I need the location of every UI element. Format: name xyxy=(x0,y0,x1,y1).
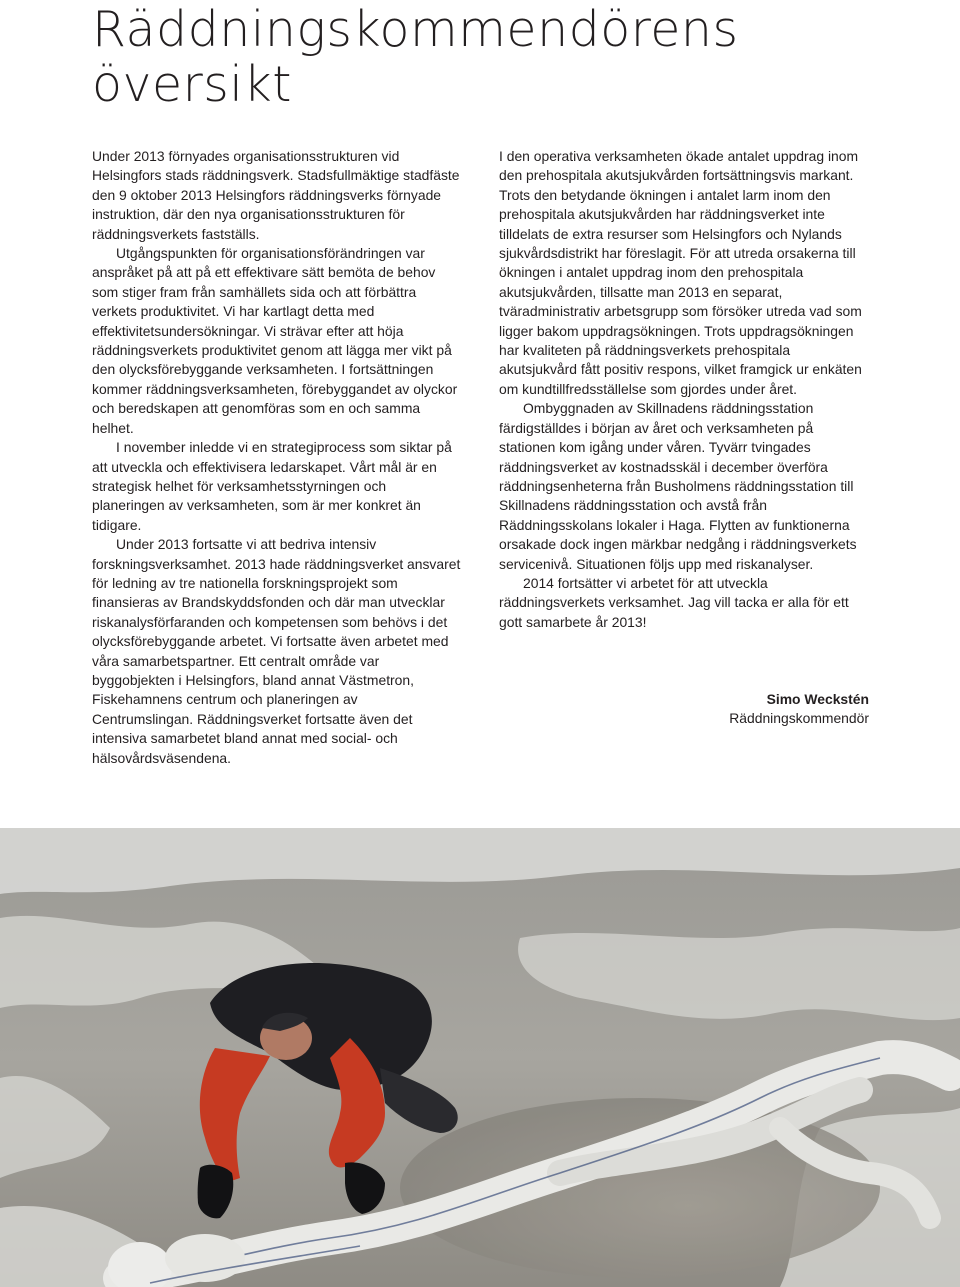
page-title xyxy=(92,2,952,112)
photo-illustration xyxy=(0,828,960,1287)
paragraph: Utgångspunkten för organisationsförändringen var anspråket på att på ett effektivare sätt bemöta de behov som stiger fram från samhällets sida och att förbättra verkets produktivitet. Vi har kartlagt detta med effektivitetsundersökningar. Vi strävar efter att höja räddningsverkets produktivitet genom att lägga mer vikt på den olycksförebyggande verksamheten. I fortsättningen kommer räddningsverksamheten, förebyggandet av olyckor och beredskapen att genomföras som en och samma helhet. xyxy=(92,245,458,436)
left-column xyxy=(92,147,462,768)
photo-oil-boom-rescue xyxy=(0,828,960,1287)
signature-block xyxy=(620,690,869,729)
title-line-1: Räddningskommendörens xyxy=(92,1,739,58)
paragraph: Ombyggnaden av Skillnadens räddningsstation färdigställdes i början av året och verksamheten på stationen kom igång under våren. Tyvärr tvingades räddningsverket av kostnadsskäl i december överföra räddningsenheterna från Busholmens räddningsstation till Skillnadens räddningsstation och avstå från Räddningsskolans lokaler i Haga. Flytten av funktionerna orsakade dock ingen märkbar nedgång i räddningsverkets servicenivå. Situationen följs upp med riskanalyser. xyxy=(499,400,857,572)
paragraph: Under 2013 förnyades organisationsstrukturen vid Helsingfors stads räddningsverk. Stadsfullmäktige stadfäste den 9 oktober 2013 Helsingfors räddningsverks förnyade instruktion, där den nya organisationsstrukturen för räddningsverkets fastställs. xyxy=(92,148,460,242)
paragraph: 2014 fortsätter vi arbetet för att utveckla räddningsverkets verksamhet. Jag vill tacka er alla för ett gott samarbete år 2013! xyxy=(499,574,849,630)
signature-role: Räddningskommendör xyxy=(729,710,869,727)
paragraph: I den operativa verksamheten ökade antalet uppdrag inom den prehospitala akutsjukvården fortsättningsvis markant. Trots den betydande ökningen i antalet larm inom den prehospitala akutsjukvården har räddningsverket inte tilldelats de extra resurser som Helsingfors och Nylands sjukvårdsdistrikt har föreslagit. För att utreda orsakerna till ökningen i antalet uppdrag inom den prehospitala akutsjukvården, tillsatte man 2013 en separat, tväradministrativ arbetsgrupp som försöker utreda vad som ligger bakom uppdragsökningen. Trots uppdragsökningen har kvaliteten på räddningsverkets prehospitala akutsjukvård fått positiv respons, vilket framgick ur enkäten om kundtillfredsställelse som gjordes under året. xyxy=(499,148,862,397)
paragraph: Under 2013 fortsatte vi att bedriva intensiv forskningsverksamhet. 2013 hade räddningsverket ansvaret för ledning av tre nationella forskningsprojekt som finansieras av Brandskyddsfonden och där man utvecklar riskanalysförfaranden och kompetensen som behövs i det olycksförebyggande arbetet. Vi fortsatte även arbetet med våra samarbetspartner. Ett centralt område var byggobjekten i Helsingfors, bland annat Västmetron, Fiskehamnens centrum och planeringen av Centrumslingan. Räddningsverket fortsatte även det intensiva samarbetet bland annat med social- och hälsovårdsväsendena. xyxy=(92,536,461,766)
title-line-2: översikt xyxy=(92,56,292,113)
paragraph: I november inledde vi en strategiprocess som siktar på att utveckla och effektivisera ledarskapet. Vårt mål är en strategisk helhet för verksamhetsstyrningen och planeringen av verksamheten, som är mer konkret än tidigare. xyxy=(92,439,452,533)
right-column xyxy=(499,147,870,632)
signature-name: Simo Weckstén xyxy=(766,691,869,707)
